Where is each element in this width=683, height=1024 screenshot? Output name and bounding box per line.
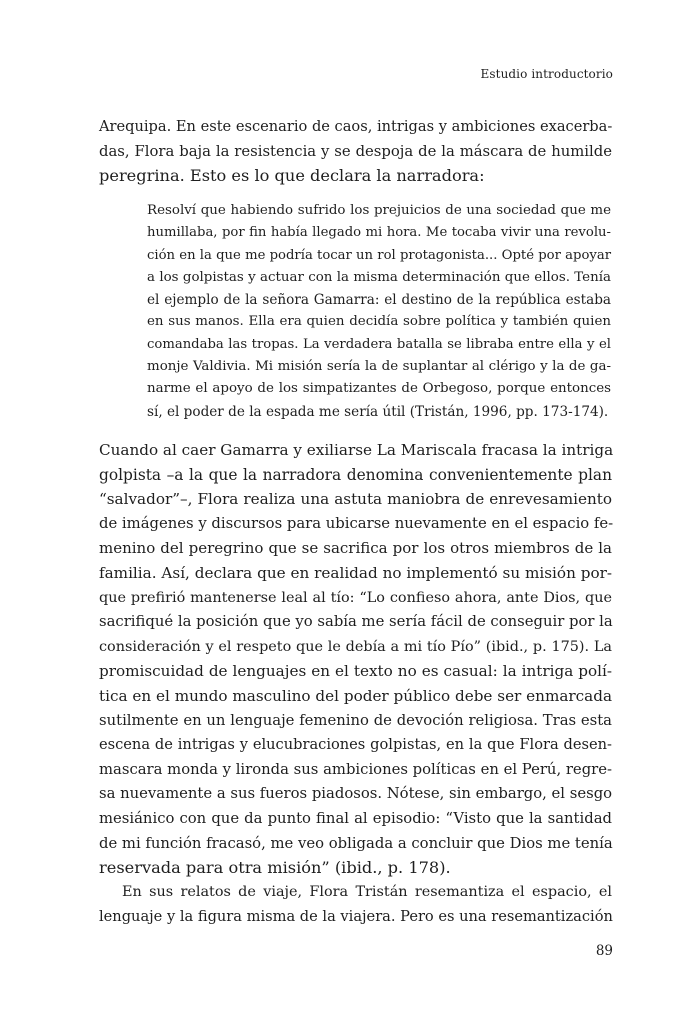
- page-number: 89: [595, 943, 613, 959]
- text-line: de mi función fracasó, me veo obligada a concluir que Dios me tenía: [99, 834, 613, 852]
- text-line: sa nuevamente a sus fueros piadosos. Nótese, sin embargo, el sesgo: [99, 785, 613, 803]
- running-header: Estudio introductorio: [480, 67, 613, 81]
- text-line: escena de intrigas y elucubraciones golpistas, en la que Flora desen-: [99, 736, 612, 754]
- quote-line: sí, el poder de la espada me sería útil (Tristán, 1996, pp. 173-174).: [147, 403, 609, 420]
- quote-line: ción en la que me podría tocar un rol protagonista... Opté por apoyar: [147, 247, 611, 263]
- text-line: lenguaje y la figura misma de la viajera. Pero es una resemantización: [99, 907, 613, 925]
- text-line: “salvador”–, Flora realiza una astuta maniobra de enrevesamiento: [99, 490, 612, 509]
- text-line: golpista –a la que la narradora denomina convenientemente plan: [99, 465, 612, 484]
- text-line: En sus relatos de viaje, Flora Tristán resemantiza el espacio, el: [122, 884, 612, 900]
- quote-line: monje Valdivia. Mi misión sería la de suplantar al clérigo y la de ga-: [147, 359, 611, 375]
- text-line: mascara monda y lironda sus ambiciones políticas en el Perú, regre-: [99, 760, 612, 778]
- block-quote: [147, 200, 611, 423]
- quote-line: el ejemplo de la señora Gamarra: el destino de la república estaba: [147, 292, 611, 309]
- paragraph-3: [99, 880, 612, 929]
- text-line: reservada para otra misión” (ibid., p. 178).: [99, 858, 451, 878]
- quote-line: Resolví que habiendo sufrido los prejuicios de una sociedad que me: [147, 203, 611, 218]
- text-line: familia. Así, declara que en realidad no implementó su misión por-: [99, 563, 612, 582]
- quote-line: narme el apoyo de los simpatizantes de Orbegoso, porque entonces: [147, 381, 611, 397]
- text-line: de imágenes y discursos para ubicarse nuevamente en el espacio fe-: [99, 514, 614, 532]
- quote-line: en sus manos. Ella era quien decidía sobre política y también quien: [147, 314, 611, 330]
- text-line: sutilmente en un lenguaje femenino de devoción religiosa. Tras esta: [99, 711, 612, 729]
- text-line: Arequipa. En este escenario de caos, intrigas y ambiciones exacerba-: [99, 118, 613, 135]
- text-line: que prefirió mantenerse leal al tío: “Lo confieso ahora, ante Dios, que: [99, 589, 612, 606]
- paragraph-1: [99, 115, 612, 189]
- text-line: promiscuidad de lenguajes en el texto no es casual: la intriga polí-: [99, 662, 612, 681]
- quote-line: humillaba, por fin había llegado mi hora. Me tocaba vivir una revolu-: [147, 225, 611, 241]
- text-line: menino del peregrino que se sacrifica por los otros miembros de la: [99, 539, 612, 558]
- text-line: das, Flora baja la resistencia y se despoja de la máscara de humilde: [99, 142, 612, 160]
- text-line: peregrina. Esto es lo que declara la narradora:: [99, 166, 485, 186]
- quote-line: comandaba las tropas. La verdadera batalla se libraba entre ella y el: [147, 336, 611, 352]
- text-line: Cuando al caer Gamarra y exiliarse La Mariscala fracasa la intriga: [99, 441, 614, 459]
- text-line: sacrifiqué la posición que yo sabía me sería fácil de conseguir por la: [99, 613, 613, 631]
- paragraph-2: [99, 438, 612, 881]
- text-line: tica en el mundo masculino del poder público debe ser enmarcada: [99, 686, 612, 705]
- quote-line: a los golpistas y actuar con la misma determinación que ellos. Tenía: [147, 269, 611, 285]
- text-line: consideración y el respeto que le debía a mi tío Pío” (ibid., p. 175). La: [99, 638, 612, 655]
- text-line: mesiánico con que da punto final al episodio: “Visto que la santidad: [99, 809, 612, 827]
